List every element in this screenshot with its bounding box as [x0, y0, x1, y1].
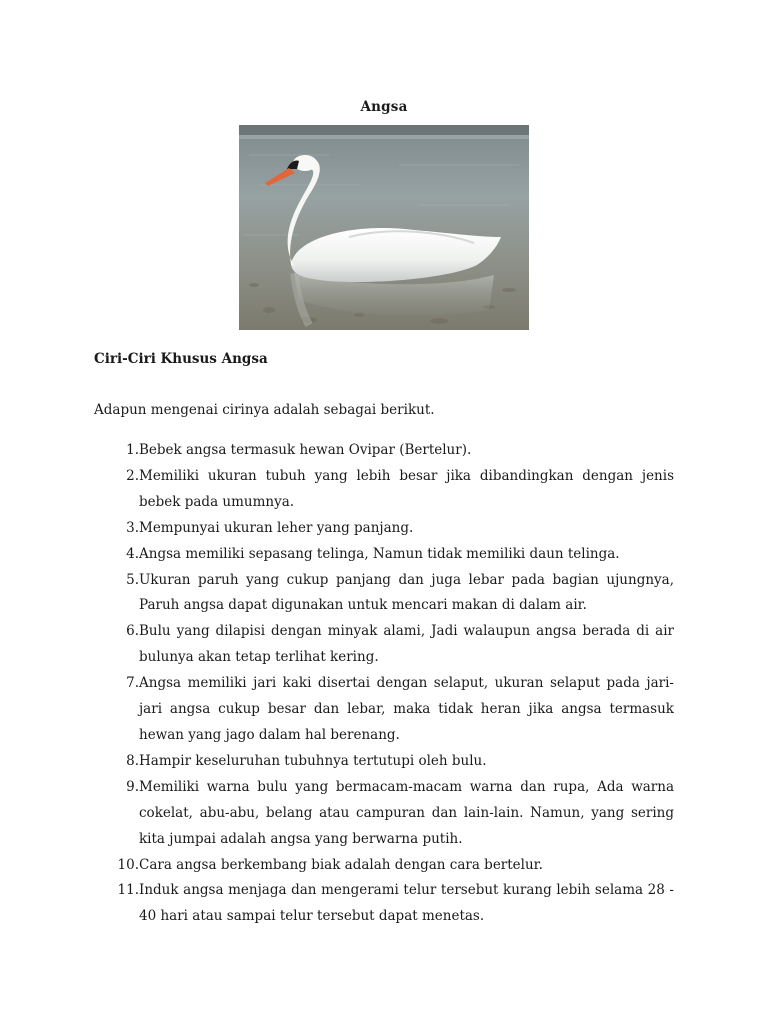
list-item-number [94, 568, 139, 620]
list-item-text: Mempunyai ukuran leher yang panjang. [139, 519, 414, 536]
list-item [94, 464, 674, 516]
list-item-text: Cara angsa berkembang biak adalah dengan cara bertelur. [139, 856, 543, 873]
list-item [94, 671, 674, 749]
list-item-number-text: 1. [126, 442, 139, 458]
list-item-number-text: 6. [126, 623, 139, 640]
list-item-number [94, 619, 139, 671]
intro-paragraph: Adapun mengenai cirinya adalah sebagai berikut. [94, 402, 435, 418]
list-item-number [94, 749, 139, 775]
list-item-text: Memiliki warna bulu yang bermacam-macam warna dan rupa, Ada warna cokelat, abu-abu, belang atau campuran dan lain-lain. Namun, yang sering kita jumpai adalah angsa yang berwarna putih. [139, 778, 674, 847]
list-item-text: Ukuran paruh yang cukup panjang dan juga lebar pada bagian ujungnya, Paruh angsa dapat digunakan untuk mencari makan di dalam air. [139, 571, 674, 614]
list-item [94, 516, 674, 542]
list-item [94, 853, 674, 879]
list-item [94, 749, 674, 775]
list-item-text: Memiliki ukuran tubuh yang lebih besar jika dibandingkan dengan jenis bebek pada umumnya. [139, 467, 674, 510]
list-item [94, 619, 674, 671]
list-item-number-text: 3. [126, 519, 139, 536]
list-item [94, 542, 674, 568]
list-item-number-text: 2. [126, 467, 139, 484]
list-item-number-text: 11. [117, 882, 139, 899]
list-item-text: Bebek angsa termasuk hewan Ovipar (Bertelur). [139, 442, 472, 458]
list-item-number-text: 8. [126, 752, 139, 769]
list-item-text: Hampir keseluruhan tubuhnya tertutupi oleh bulu. [139, 752, 487, 769]
list-item-number [94, 438, 139, 464]
list-item [94, 775, 674, 853]
list-item-number-text: 9. [126, 778, 139, 795]
list-item-number [94, 542, 139, 568]
list-item-text: Angsa memiliki jari kaki disertai dengan selaput, ukuran selaput pada jari-jari angsa cukup besar dan lebar, maka tidak heran jika angsa termasuk hewan yang jago dalam hal berenang. [139, 675, 674, 743]
list-item-number [94, 878, 139, 930]
list-item-number [94, 853, 139, 879]
list-item-number [94, 775, 139, 853]
list-item [94, 878, 674, 930]
list-item-number-text: 5. [126, 571, 139, 588]
section-heading: Ciri-Ciri Khusus Angsa [94, 351, 268, 367]
list-item-text: Angsa memiliki sepasang telinga, Namun tidak memiliki daun telinga. [139, 545, 620, 562]
list-item-number-text: 10. [117, 856, 139, 873]
list-item-number [94, 464, 139, 516]
list-item-number [94, 671, 139, 749]
list-item [94, 438, 674, 464]
list-item-text: Induk angsa menjaga dan mengerami telur tersebut kurang lebih selama 28 - 40 hari atau sampai telur tersebut dapat menetas. [139, 882, 674, 925]
list-item-number [94, 516, 139, 542]
list-item-text: Bulu yang dilapisi dengan minyak alami, Jadi walaupun angsa berada di air bulunya akan tetap terlihat kering. [139, 623, 674, 666]
list-item-number-text: 7. [126, 675, 139, 692]
document-title: Angsa [360, 99, 408, 115]
list-item [94, 568, 674, 620]
characteristics-list [94, 438, 674, 930]
list-item-number-text: 4. [126, 545, 139, 562]
swan-photo [239, 125, 529, 330]
